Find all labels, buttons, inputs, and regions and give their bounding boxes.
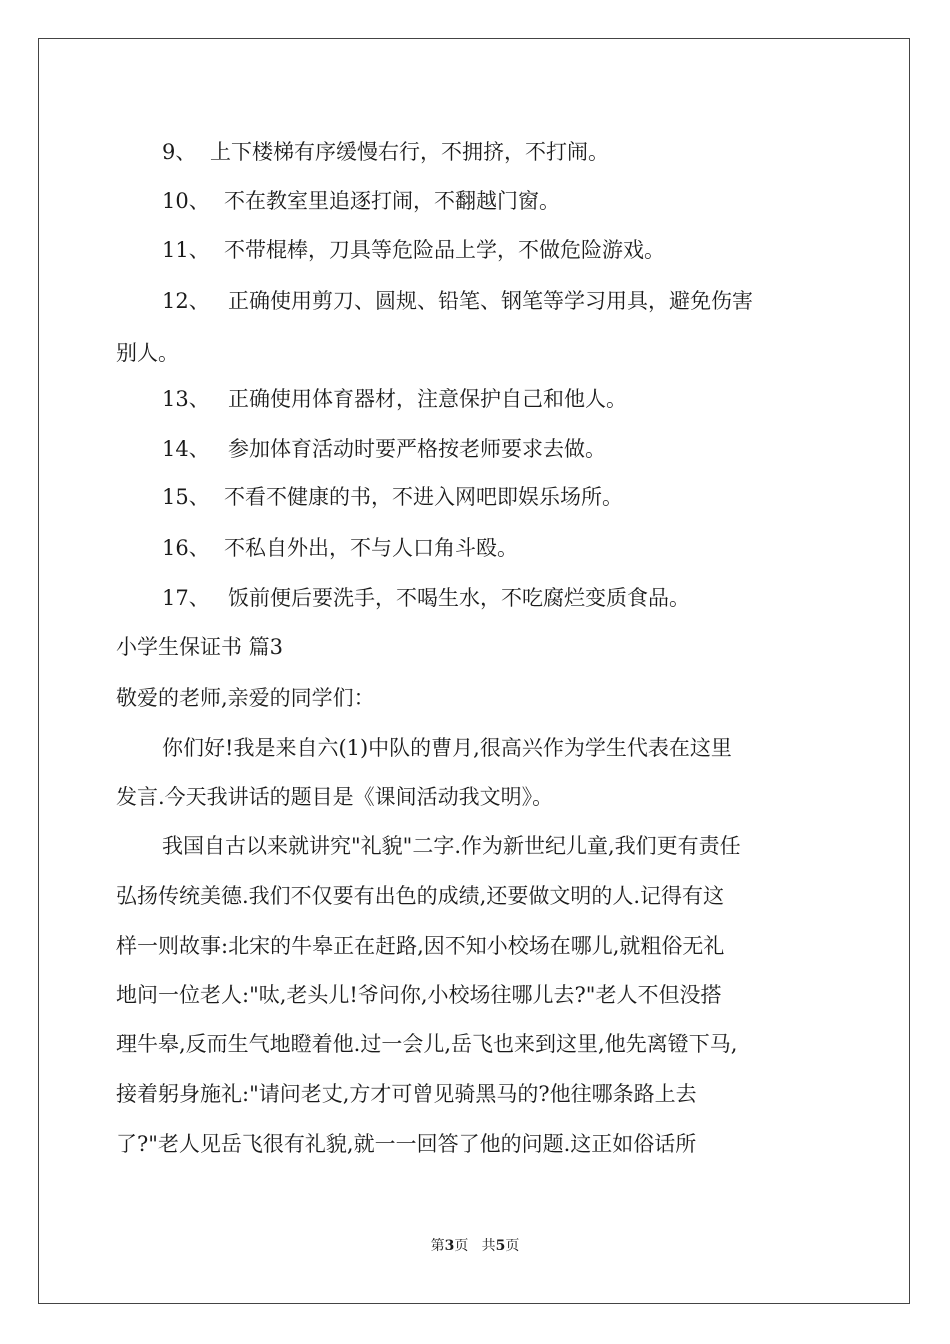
list-item: 13、 正确使用体育器材，注意保护自己和他人。 <box>162 387 627 411</box>
paragraph-line: 我国自古以来就讲究"礼貌"二字.作为新世纪儿童,我们更有责任 <box>162 834 741 858</box>
salutation: 敬爱的老师,亲爱的同学们： <box>116 686 375 710</box>
paragraph-line: 样一则故事:北宋的牛皋正在赶路,因不知小校场在哪儿,就粗俗无礼 <box>116 934 725 958</box>
paragraph-line: 地问一位老人:"呔,老头儿!爷问你,小校场往哪儿去?"老人不但没搭 <box>116 983 722 1007</box>
page-footer: 第3页 共5页 <box>430 1238 520 1254</box>
list-item-continuation: 别人。 <box>116 341 179 365</box>
list-item: 12、 正确使用剪刀、圆规、铅笔、钢笔等学习用具，避免伤害 <box>162 289 753 313</box>
paragraph-line: 发言.今天我讲话的题目是《课间活动我文明》。 <box>116 785 554 809</box>
list-item: 14、 参加体育活动时要严格按老师要求去做。 <box>162 437 606 461</box>
list-item: 9、 上下楼梯有序缓慢右行，不拥挤，不打闹。 <box>162 140 609 164</box>
list-item: 15、 不看不健康的书，不进入网吧即娱乐场所。 <box>162 485 623 509</box>
paragraph-line: 弘扬传统美德.我们不仅要有出色的成绩,还要做文明的人.记得有这 <box>116 884 725 908</box>
total-pages: 5 <box>495 1238 506 1254</box>
list-item: 16、 不私自外出，不与人口角斗殴。 <box>162 536 518 560</box>
paragraph-line: 接着躬身施礼:"请问老丈,方才可曾见骑黑马的?他往哪条路上去 <box>116 1082 697 1106</box>
paragraph-line: 理牛皋,反而生气地瞪着他.过一会儿,岳飞也来到这里,他先离镫下马, <box>116 1032 738 1056</box>
page-number: 3 <box>444 1238 455 1254</box>
list-item: 11、 不带棍棒，刀具等危险品上学，不做危险游戏。 <box>162 238 665 262</box>
section-heading: 小学生保证书 篇3 <box>116 635 284 659</box>
paragraph-line: 了?"老人见岳飞很有礼貌,就一一回答了他的问题.这正如俗话所 <box>116 1132 697 1156</box>
page-border <box>38 38 910 1304</box>
paragraph-line: 你们好!我是来自六(1)中队的曹月,很高兴作为学生代表在这里 <box>162 736 732 760</box>
list-item: 10、 不在教室里追逐打闹，不翻越门窗。 <box>162 189 560 213</box>
list-item: 17、 饭前便后要洗手，不喝生水，不吃腐烂变质食品。 <box>162 586 690 610</box>
